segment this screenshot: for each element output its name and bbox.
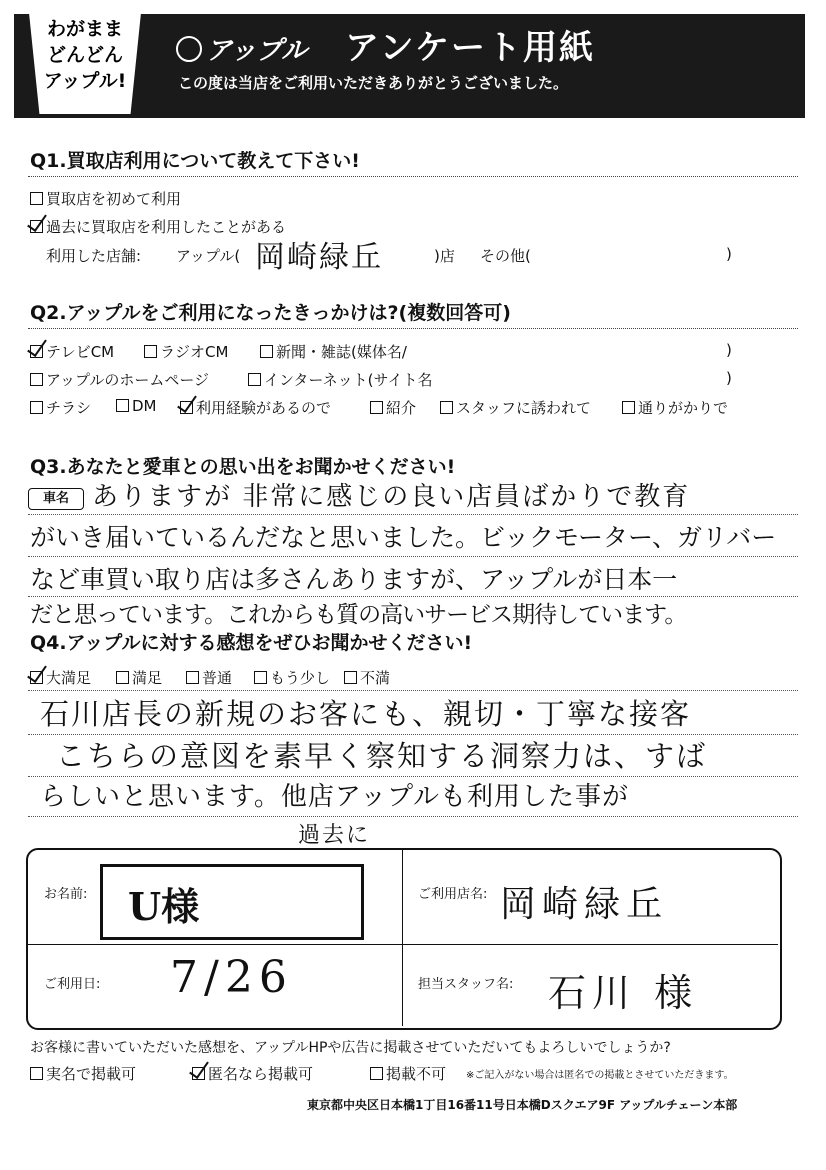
q3-writing-line (28, 556, 798, 557)
slogan-badge (18, 10, 152, 120)
q2-divider (28, 328, 798, 329)
consent-option-anonymous[interactable]: 匿名なら掲載可 (192, 1063, 313, 1084)
q2-option-referral[interactable]: 紹介 (370, 397, 416, 418)
footer-address: 東京都中央区日本橋1丁目16番11号日本橋Dスクエア9F アップルチェーン本部 (307, 1098, 738, 1112)
checkbox-icon[interactable] (254, 671, 267, 684)
q2-option-passing-by[interactable]: 通りがかりで (622, 397, 728, 418)
consent-note: ※ご記入がない場合は匿名での掲載とさせていただきます。 (466, 1070, 734, 1081)
q2-row1-close: ) (726, 341, 732, 359)
q3-answer-line-1[interactable]: ありますが 非常に感じの良い店員ばかりで教育 (92, 482, 691, 512)
page-subtitle: この度は当店をご利用いただきありがとうございました。 (178, 74, 569, 92)
date-value[interactable]: 7/26 (170, 952, 293, 1003)
checkbox-icon[interactable] (370, 1067, 383, 1080)
q1-store-handwritten[interactable]: 岡崎緑丘 (255, 240, 383, 275)
q2-option-staff-invite[interactable]: スタッフに誘われて (440, 397, 591, 418)
q2-option-homepage[interactable]: アップルのホームページ (30, 369, 209, 390)
q2-option-radio-cm[interactable]: ラジオCM (144, 341, 228, 362)
page-title: アンケート用紙 (345, 28, 595, 68)
q2-option-flyer[interactable]: チラシ (30, 397, 91, 418)
q1-other-close: ) (726, 245, 732, 263)
apple-logo-icon (176, 36, 202, 62)
q4-option-very-satisfied[interactable]: 大満足 (30, 667, 91, 688)
q4-option-dissatisfied[interactable]: 不満 (344, 667, 390, 688)
q1-store-suffix: )店 (434, 247, 455, 265)
checked-checkbox-icon[interactable] (180, 401, 193, 414)
checkbox-icon[interactable] (260, 345, 273, 358)
checkbox-icon[interactable] (440, 401, 453, 414)
checkbox-icon[interactable] (186, 671, 199, 684)
slogan-line-2: どんどん (46, 44, 123, 66)
staff-name-value[interactable]: 石川 様 (548, 971, 699, 1015)
staff-name-label: 担当スタッフ名: (418, 977, 514, 992)
checkbox-icon[interactable] (248, 373, 261, 386)
q4-writing-line (28, 816, 798, 817)
q4-answer-line-2[interactable]: こちらの意図を素早く察知する洞察力は、すば (56, 739, 708, 773)
q1-divider (28, 176, 798, 177)
checkbox-icon[interactable] (622, 401, 635, 414)
q1-store-prefix: アップル( (176, 247, 241, 265)
form-divider-horizontal (28, 944, 778, 945)
checkbox-icon[interactable] (144, 345, 157, 358)
checked-checkbox-icon[interactable] (30, 345, 43, 358)
q2-option-tv-cm[interactable]: テレビCM (30, 341, 114, 362)
q3-title: Q3.あなたと愛車との思い出をお聞かせください! (30, 456, 456, 478)
q1-store-label: 利用した店舗: (46, 247, 142, 265)
q4-title: Q4.アップルに対する感想をぜひお聞かせください! (30, 632, 473, 654)
checkbox-icon[interactable] (370, 401, 383, 414)
q2-title: Q2.アップルをご利用になったきっかけは?(複数回答可) (30, 302, 511, 324)
name-label: お名前: (44, 887, 88, 902)
checkbox-icon[interactable] (30, 401, 43, 414)
consent-option-real-name[interactable]: 実名で掲載可 (30, 1063, 136, 1084)
slogan-line-3: アップル! (43, 70, 127, 92)
checkbox-icon[interactable] (30, 373, 43, 386)
consent-option-not-allowed[interactable]: 掲載不可 (370, 1063, 446, 1084)
q3-writing-line (28, 514, 798, 515)
q4-insert-note[interactable]: 過去に (298, 823, 371, 848)
q3-answer-line-2[interactable]: がいき届いているんだなと思いました。ビックモーター、ガリバー (30, 523, 777, 552)
checked-checkbox-icon[interactable] (192, 1067, 205, 1080)
q4-writing-line (28, 690, 798, 691)
store-name-label: ご利用店名: (418, 887, 488, 902)
q4-option-normal[interactable]: 普通 (186, 667, 232, 688)
q4-answer-line-3[interactable]: らしいと思います。他店アップルも利用した事が (40, 782, 630, 812)
name-value: U様 (128, 884, 200, 929)
form-divider-vertical (402, 850, 403, 1026)
brand-logo: アップル (176, 30, 307, 67)
q1-title: Q1.買取店利用について教えて下さい! (30, 150, 360, 172)
checkbox-icon[interactable] (344, 671, 357, 684)
slogan-line-1: わがまま (46, 18, 123, 40)
checkbox-icon[interactable] (30, 1067, 43, 1080)
q1-option-first-time[interactable]: 買取店を初めて利用 (30, 188, 181, 209)
q1-option-used-before[interactable]: 過去に買取店を利用したことがある (30, 216, 286, 237)
store-name-value[interactable]: 岡崎緑丘 (500, 884, 669, 925)
checkbox-icon[interactable] (116, 671, 129, 684)
q4-option-satisfied[interactable]: 満足 (116, 667, 162, 688)
consent-question: お客様に書いていただいた感想を、アップルHPや広告に掲載させていただいてもよろしいでしょうか? (30, 1040, 671, 1056)
q2-row2-close: ) (726, 369, 732, 387)
q2-option-newspaper[interactable]: 新聞・雑誌(媒体名/ (260, 341, 407, 362)
q2-option-dm[interactable]: DM (116, 397, 157, 415)
checked-checkbox-icon[interactable] (30, 671, 43, 684)
q3-car-name-label: 車名 (28, 488, 84, 510)
q2-option-experience[interactable]: 利用経験があるので (180, 397, 331, 418)
checked-checkbox-icon[interactable] (30, 220, 43, 233)
q1-other-label: その他( (480, 247, 531, 265)
q3-answer-line-3[interactable]: など車買い取り店は多さんありますが、アップルが日本一 (30, 565, 678, 594)
q2-option-internet[interactable]: インターネット(サイト名 (248, 369, 432, 390)
checkbox-icon[interactable] (116, 399, 129, 412)
checkbox-icon[interactable] (30, 192, 43, 205)
q3-answer-line-4[interactable]: だと思っています。これからも質の高いサービス期待しています。 (30, 602, 687, 628)
q4-answer-line-1[interactable]: 石川店長の新規のお客にも、親切・丁寧な接客 (40, 697, 692, 731)
q4-option-needs-improvement[interactable]: もう少し (254, 667, 330, 688)
date-label: ご利用日: (44, 977, 101, 992)
